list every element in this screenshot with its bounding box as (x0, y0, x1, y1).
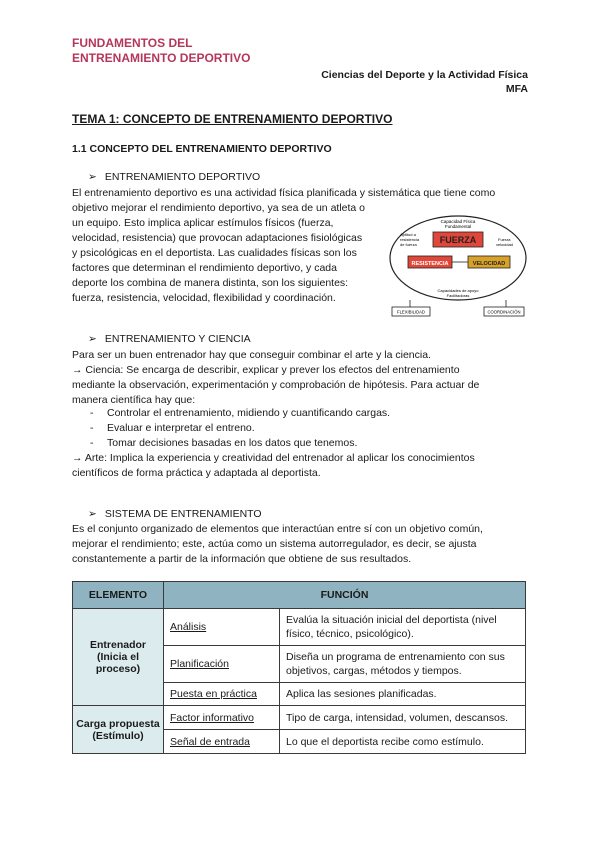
dash-bullet-icon: - (90, 407, 94, 419)
subelement-cell: Puesta en práctica (164, 683, 280, 706)
list-item-text: Evaluar e interpretar el entreno. (107, 422, 255, 434)
left-note-1: Aptitud a (400, 232, 416, 237)
course-title-line1: FUNDAMENTOS DEL (72, 36, 193, 50)
diagram-top-label-2: Fundamental (444, 224, 472, 229)
function-cell: Lo que el deportista recibe como estímulo. (280, 730, 526, 754)
paragraph-line: constantemente a partir de la información que obtiene de sus resultados. (72, 553, 412, 565)
paragraph-line: factores que determinan el rendimiento deportivo, y cada (72, 262, 337, 274)
arrow-bullet-icon: ➢ (88, 333, 97, 345)
section-heading-text: ENTRENAMIENTO Y CIENCIA (104, 333, 251, 345)
physical-qualities-diagram (388, 210, 528, 320)
list-item-text: Tomar decisiones basadas en los datos que tenemos. (107, 437, 358, 449)
element-cell-carga: Carga propuesta (Estímulo) (73, 706, 164, 754)
section3-paragraph (72, 522, 532, 567)
section2-paragraph (72, 348, 532, 408)
header-right (321, 68, 528, 96)
course-title-line2: ENTRENAMIENTO DEPORTIVO (72, 51, 251, 65)
subelement-cell: Factor informativo (164, 706, 280, 730)
arrow-bullet-icon: ➢ (88, 171, 97, 183)
science-bullet-list (72, 406, 390, 451)
table-header-row (73, 582, 526, 609)
degree-name: Ciencias del Deporte y la Actividad Física (321, 69, 528, 81)
function-cell: Aplica las sesiones planificadas. (280, 683, 526, 706)
author-initials: MFA (505, 83, 528, 95)
subelement-cell: Señal de entrada (164, 730, 280, 754)
coordinacion-label: COORDINACIÓN (487, 309, 521, 315)
art-paragraph (72, 451, 532, 481)
section-heading-text: SISTEMA DE ENTRENAMIENTO (104, 508, 262, 520)
velocidad-label: VELOCIDAD (472, 261, 506, 267)
paragraph-line: velocidad, resistencia) que provocan adaptaciones fisiológicas (72, 232, 363, 244)
diagram-top-label-1: Capacidad Física (440, 219, 476, 224)
right-note-1: Fuerza (498, 237, 511, 242)
section-heading-ciencia (88, 333, 251, 345)
list-item (72, 421, 390, 436)
flexibilidad-label: FLEXIBILIDAD (397, 309, 425, 315)
function-cell: Tipo de carga, intensidad, volumen, descansos. (280, 706, 526, 730)
list-item-text: Controlar el entrenamiento, midiendo y cuantificando cargas. (107, 407, 391, 419)
paragraph-line: objetivo mejorar el rendimiento deportivo, ya sea de un atleta o (72, 202, 366, 214)
paragraph-line: Para ser un buen entrenador hay que conseguir combinar el arte y la ciencia. (72, 349, 431, 361)
subelement-cell: Planificación (164, 646, 280, 683)
list-item (72, 406, 390, 421)
subsection-title: 1.1 CONCEPTO DEL ENTRENAMIENTO DEPORTIVO (72, 143, 332, 155)
paragraph-line: mediante la observación, experimentación y comprobación de hipótesis. Para actuar de (72, 379, 480, 391)
element-cell-entrenador: Entrenador (Inicia el proceso) (73, 609, 164, 706)
dash-bullet-icon: - (90, 422, 94, 434)
paragraph-line: → Arte: Implica la experiencia y creatividad del entrenador al aplicar los conocimientos (72, 452, 475, 464)
paragraph-line: mejorar el rendimiento; este, actúa como un sistema autorregulador, es decir, se ajusta (72, 538, 477, 550)
subelement-cell: Análisis (164, 609, 280, 646)
paragraph-line: y psicológicas en el deportista. Las cualidades físicas son los (72, 247, 357, 259)
paragraph-line: deporte los combina de manera distinta, son los siguientes: (72, 277, 349, 289)
dash-bullet-icon: - (90, 437, 94, 449)
table-row (73, 609, 526, 646)
table-row (73, 706, 526, 730)
paragraph-line: un equipo. Esto implica aplicar estímulos físicos (fuerza, (72, 217, 334, 229)
paragraph-line: Es el conjunto organizado de elementos que interactúan entre sí con un objetivo común, (72, 523, 483, 535)
paragraph-line: manera científica hay que: (72, 394, 196, 406)
paragraph-line: → Ciencia: Se encarga de describir, explicar y prever los efectos del entrenamiento (72, 364, 460, 376)
function-cell: Evalúa la situación inicial del deportista (nivel físico, técnico, psicológico). (280, 609, 526, 646)
course-title (72, 36, 250, 66)
column-header-funcion: FUNCIÓN (164, 582, 526, 609)
paragraph-line: científicos de forma práctica y adaptada al deportista. (72, 467, 321, 479)
function-cell: Diseña un programa de entrenamiento con sus objetivos, cargas, métodos y tiempos. (280, 646, 526, 683)
section-heading-sistema (88, 508, 262, 520)
left-note-2: resistencia (400, 237, 420, 242)
training-system-table (72, 581, 526, 754)
resistencia-label: RESISTENCIA (411, 261, 449, 267)
bottom-note-1: Capacidades de apoyo (437, 288, 479, 293)
section-heading-entrenamiento (88, 171, 260, 183)
paragraph-line: El entrenamiento deportivo es una actividad física planificada y sistemática que tiene como (72, 187, 496, 199)
section-heading-text: ENTRENAMIENTO DEPORTIVO (104, 171, 261, 183)
left-note-3: de fuerza (400, 242, 417, 247)
arrow-bullet-icon: ➢ (88, 508, 97, 520)
list-item (72, 436, 390, 451)
fuerza-label: FUERZA (439, 235, 477, 245)
bottom-note-2: Facilitadoras (446, 293, 470, 298)
paragraph-line: fuerza, resistencia, velocidad, flexibilidad y coordinación. (72, 292, 336, 304)
right-note-2: velocidad (496, 242, 513, 247)
topic-title: TEMA 1: CONCEPTO DE ENTRENAMIENTO DEPORTIVO (72, 112, 393, 126)
column-header-elemento: ELEMENTO (73, 582, 164, 609)
